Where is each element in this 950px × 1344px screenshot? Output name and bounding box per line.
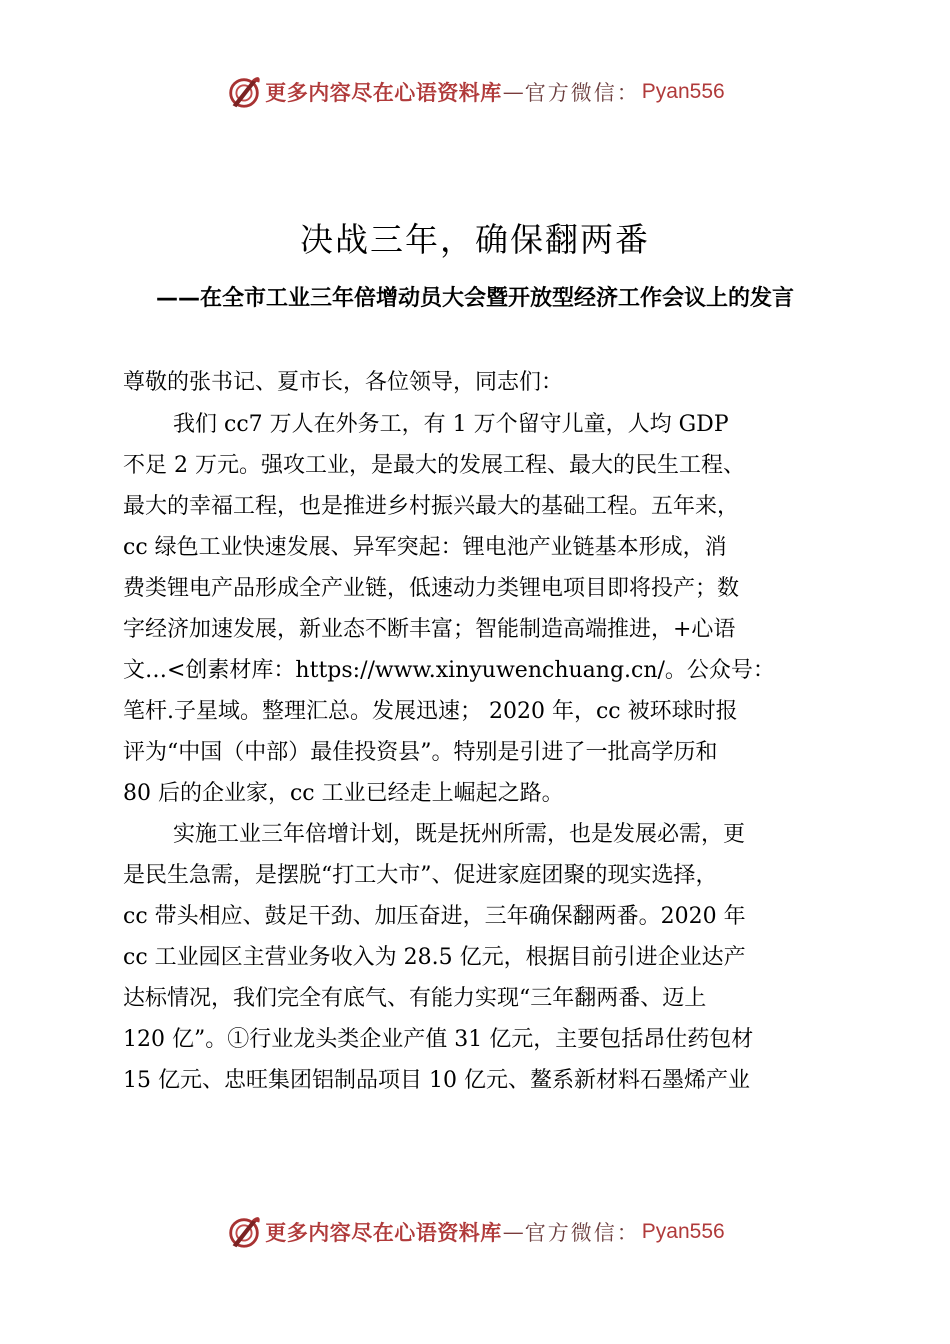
paragraph-line: 我们 cc7 万人在外务工，有 1 万个留守儿童，人均 GDP <box>173 412 729 437</box>
page-title: 决战三年，确保翻两番 <box>300 220 650 259</box>
quill-pen-logo-icon <box>225 1213 263 1251</box>
banner-wechat-label: 官方微信： <box>524 81 640 105</box>
banner-separator: — <box>502 1220 524 1244</box>
paragraph-line: 费类锂电产品形成全产业链，低速动力类锂电项目即将投产；数 <box>123 576 740 601</box>
paragraph-line: 字经济加速发展，新业态不断丰富；智能制造高端推进，+心语 <box>123 617 736 642</box>
paragraph-line: cc 工业园区主营业务收入为 28.5 亿元，根据目前引进企业达产 <box>123 945 746 970</box>
paragraph-2 <box>123 814 843 1101</box>
banner-text: 更多内容尽在心语资料库 <box>265 1220 502 1245</box>
page-subtitle: ——在全市工业三年倍增动员大会暨开放型经济工作会议上的发言 <box>155 286 794 311</box>
paragraph-line: 文…<创素材库：https://www.xinyuwenchuang.cn/。公众号： <box>123 658 775 683</box>
paragraph-line: 实施工业三年倍增计划，既是抚州所需，也是发展必需，更 <box>173 822 746 847</box>
paragraph-line: cc 带头相应、鼓足干劲、加压奋进，三年确保翻两番。2020 年 <box>123 904 746 929</box>
paragraph-line: 达标情况，我们完全有底气、有能力实现“三年翻两番、迈上 <box>123 986 707 1011</box>
banner-wechat-label: 官方微信： <box>524 1221 640 1245</box>
paragraph-line: 不足 2 万元。强攻工业，是最大的发展工程、最大的民生工程、 <box>123 453 745 478</box>
salutation: 尊敬的张书记、夏市长，各位领导，同志们： <box>123 370 564 395</box>
banner-text: 更多内容尽在心语资料库 <box>265 80 502 105</box>
footer-banner <box>0 1210 950 1254</box>
paragraph-line: 最大的幸福工程，也是推进乡村振兴最大的基础工程。五年来， <box>123 494 740 519</box>
banner-separator: — <box>502 80 524 104</box>
paragraph-line: cc 绿色工业快速发展、异军突起：锂电池产业链基本形成，消 <box>123 535 727 560</box>
quill-pen-logo-icon <box>225 73 263 111</box>
paragraph-line: 评为“中国（中部）最佳投资县”。特别是引进了一批高学历和 <box>123 740 718 765</box>
banner-wechat-id: Pyan556 <box>641 1220 725 1243</box>
paragraph-1 <box>123 404 843 814</box>
banner-wechat-id: Pyan556 <box>641 80 725 103</box>
header-banner <box>0 70 950 114</box>
paragraph-line: 120 亿”。①行业龙头类企业产值 31 亿元，主要包括昂仕药包材 <box>123 1027 754 1052</box>
paragraph-line: 是民生急需，是摆脱“打工大市”、促进家庭团聚的现实选择， <box>123 863 718 888</box>
paragraph-line: 80 后的企业家，cc 工业已经走上崛起之路。 <box>123 781 564 806</box>
paragraph-line: 笔杆.子星域。整理汇总。发展迅速； 2020 年，cc 被环球时报 <box>123 699 738 724</box>
paragraph-line: 15 亿元、忠旺集团铝制品项目 10 亿元、鳌系新材料石墨烯产业 <box>123 1068 750 1093</box>
